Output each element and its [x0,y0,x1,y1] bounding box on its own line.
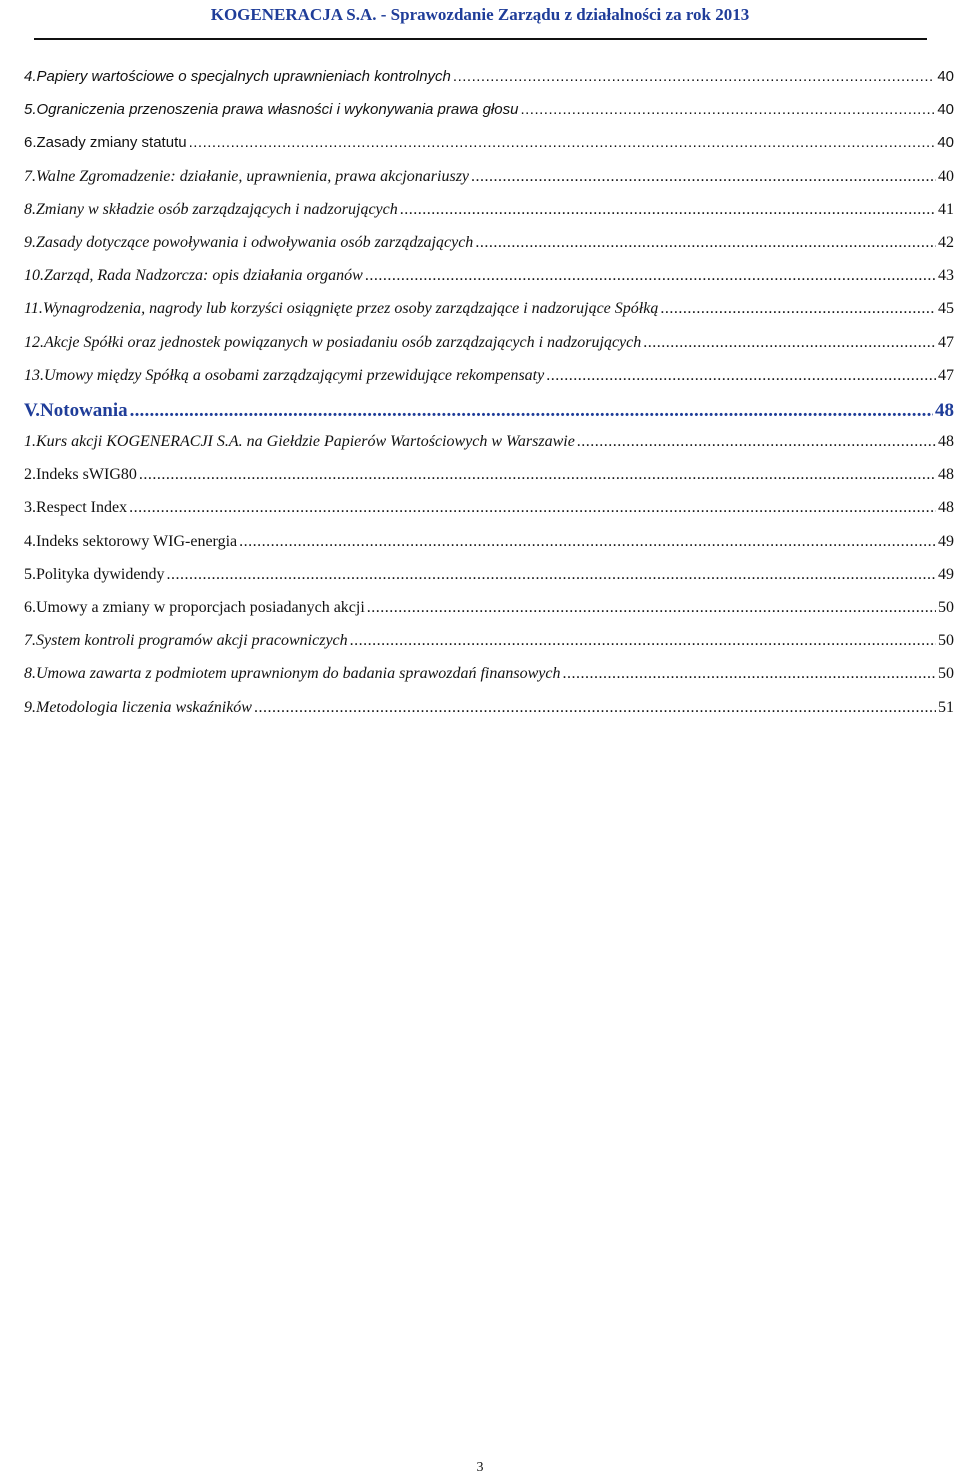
toc-entry-number: 10. [24,267,44,285]
toc-entry-page: 50 [938,599,954,616]
toc-entry-number: 12. [24,333,44,351]
toc-entry[interactable] [24,533,954,566]
toc-entry-title: Akcje Spółki oraz jednostek powiązanych w posiadaniu osób zarządzających i nadzorujących [44,333,642,351]
toc-entry[interactable] [24,234,954,267]
toc-dot-leader [239,533,936,551]
toc-dot-leader [166,566,936,584]
toc-entry-page: 51 [938,698,954,716]
toc-entry-page: 49 [938,565,954,583]
toc-entry-page: 49 [938,532,954,550]
toc-entry-number: 9. [24,698,36,716]
toc-entry-page: 41 [938,200,954,218]
toc-dot-leader [471,168,936,186]
toc-entry-title: Umowa zawarta z podmiotem uprawnionym do badania sprawozdań finansowych [36,665,561,683]
toc-dot-leader [475,234,936,252]
toc-entry[interactable] [24,300,954,333]
toc-entry-number: 1. [24,433,36,451]
toc-entry[interactable] [24,68,954,101]
toc-entry-title: Indeks sWIG80 [36,466,137,484]
toc-entry[interactable] [24,267,954,300]
toc-entry[interactable] [24,433,954,466]
toc-dot-leader [520,101,935,118]
toc-dot-leader [660,300,936,318]
header-divider [34,38,927,40]
toc-dot-leader [129,499,936,517]
toc-entry-title: Walne Zgromadzenie: działanie, uprawnienia, prawa akcjonariuszy [36,167,470,185]
toc-entry-page: 50 [938,632,954,650]
toc-entry-number: 6. [24,599,36,616]
toc-entry-page: 50 [938,665,954,683]
toc-entry[interactable] [24,334,954,367]
toc-dot-leader [643,334,936,352]
toc-entry-title: Ograniczenia przenoszenia prawa własności i wykonywania prawa głosu [36,101,519,119]
toc-entry[interactable] [24,499,954,532]
toc-entry-page: 40 [938,167,954,185]
toc-entry-number: 7. [24,167,36,185]
toc-entry-page: 47 [938,333,954,351]
toc-entry-title: Indeks sektorowy WIG-energia [36,532,238,550]
toc-entry-title: Metodologia liczenia wskaźników [36,698,252,716]
toc-entry[interactable] [24,466,954,499]
toc-entry-title: Zasady dotyczące powoływania i odwoływania osób zarządzających [36,233,474,251]
toc-entry[interactable] [24,201,954,234]
page-number: 3 [476,1460,484,1475]
toc-entry-number: 9. [24,233,36,251]
toc-dot-leader [400,201,936,219]
toc-entry-title: System kontroli programów akcji pracowniczych [36,632,348,650]
toc-entry-number: 11. [24,300,43,318]
toc-entry-number: 5. [24,565,36,583]
toc-entry-title: Umowy między Spółką a osobami zarządzającymi przewidujące rekompensaty [44,366,545,384]
toc-entry-title: Polityka dywidendy [36,565,165,583]
toc-entry-number: 7. [24,632,36,650]
toc-entry-page: 42 [938,233,954,251]
toc-entry[interactable] [24,168,954,201]
toc-entry-page: 48 [938,433,954,451]
toc-entry-title: Umowy a zmiany w proporcjach posiadanych akcji [36,599,365,616]
toc-entry-page: 48 [935,399,954,421]
toc-entry-number: 8. [24,665,36,683]
toc-entry[interactable] [24,699,954,732]
toc-dot-leader [130,400,933,422]
page-header-title: KOGENERACJA S.A. - Sprawozdanie Zarządu z działalności za rok 2013 [210,5,750,24]
toc-entry-page: 45 [938,300,954,318]
toc-entry-number: V. [24,399,41,421]
toc-dot-leader [254,699,936,717]
toc-entry-number: 4. [24,68,37,85]
toc-entry-number: 5. [24,101,37,119]
toc-entry-page: 47 [938,366,954,384]
toc-dot-leader [562,665,936,683]
toc-entry-page: 40 [937,134,954,152]
toc-entry-page: 43 [938,267,954,285]
toc-entry[interactable] [24,632,954,665]
toc-dot-leader [365,267,936,285]
toc-entry-number: 4. [24,532,36,550]
toc-entry-title: Zasady zmiany statutu [36,134,187,152]
toc-entry-page: 48 [938,499,954,517]
toc-entry[interactable] [24,134,954,167]
toc-entry[interactable] [24,566,954,599]
toc-entry-title: Zarząd, Rada Nadzorcza: opis działania organów [44,267,363,285]
toc-section-heading[interactable] [24,400,954,433]
toc-entry-number: 3. [24,499,36,517]
table-of-contents [24,68,954,732]
toc-entry-number: 2. [24,466,36,484]
toc-entry-number: 8. [24,200,36,218]
toc-dot-leader [367,599,936,617]
toc-dot-leader [546,367,936,385]
toc-entry-page: 40 [937,68,954,85]
toc-dot-leader [350,632,936,650]
toc-entry[interactable] [24,367,954,400]
toc-dot-leader [577,433,936,451]
toc-entry-title: Zmiany w składzie osób zarządzających i nadzorujących [36,200,398,218]
toc-entry[interactable] [24,665,954,698]
toc-entry[interactable] [24,599,954,632]
toc-entry-title: Notowania [40,399,128,421]
toc-entry-number: 6. [24,134,37,152]
toc-dot-leader [139,466,936,484]
toc-entry[interactable] [24,101,954,134]
toc-entry-title: Wynagrodzenia, nagrody lub korzyści osiągnięte przez osoby zarządzające i nadzorujące Spółką [42,300,659,318]
toc-entry-title: Respect Index [36,499,128,517]
toc-dot-leader [453,68,935,85]
toc-entry-page: 48 [938,466,954,484]
toc-entry-page: 40 [937,101,954,119]
toc-entry-title: Papiery wartościowe o specjalnych uprawnieniach kontrolnych [36,68,451,85]
toc-dot-leader [189,134,936,151]
toc-entry-title: Kurs akcji KOGENERACJI S.A. na Giełdzie Papierów Wartościowych w Warszawie [36,433,575,451]
toc-entry-number: 13. [24,366,44,384]
